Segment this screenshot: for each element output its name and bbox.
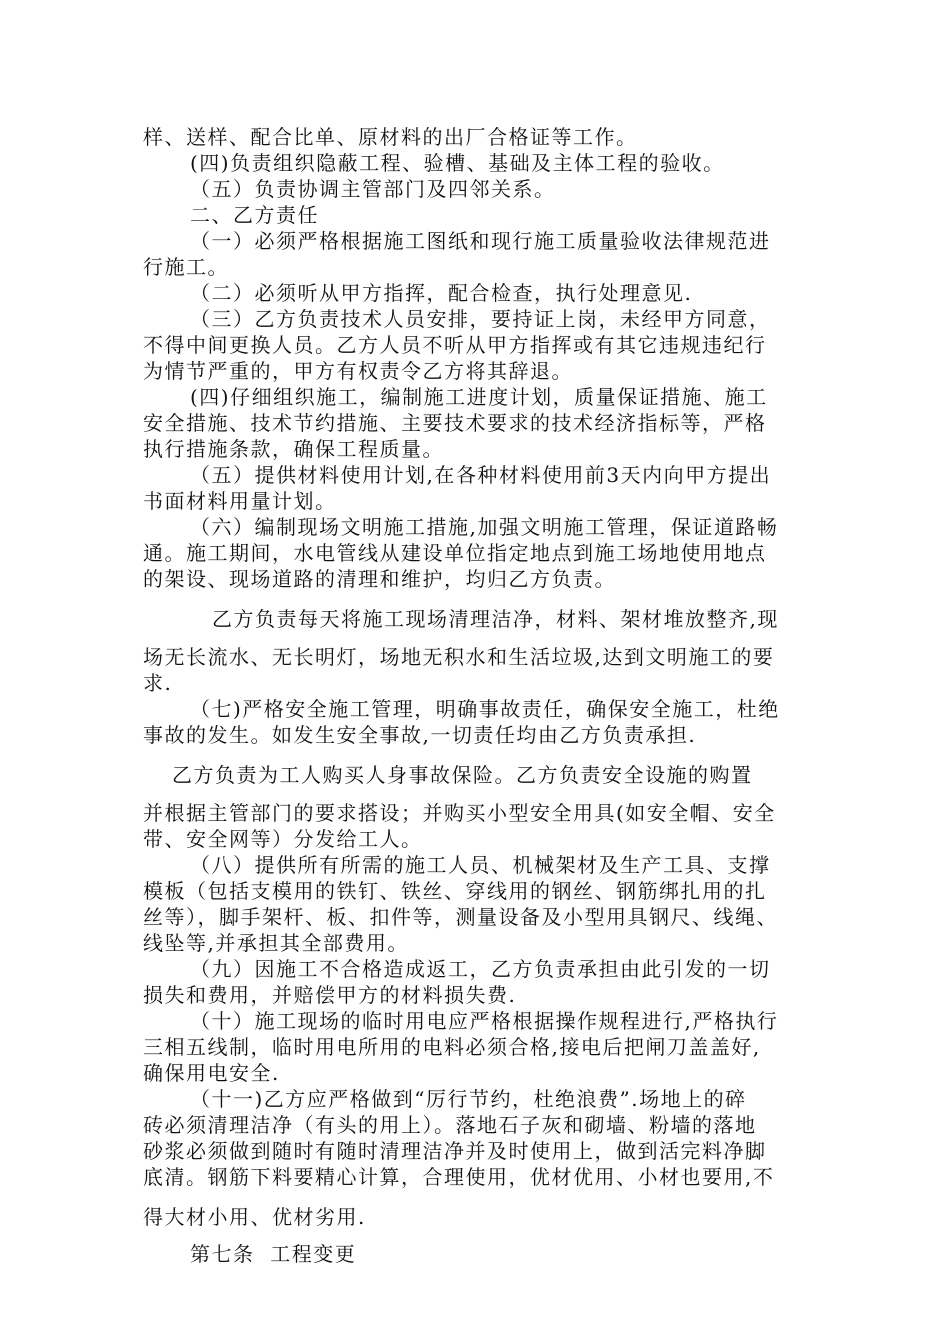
text-line: （三）乙方负责技术人员安排，要持证上岗，未经甲方同意， xyxy=(190,307,771,331)
text-line: （十一)乙方应严格做到“厉行节约，杜绝浪费”.场地上的碎 xyxy=(190,1087,747,1111)
text-line: （九）因施工不合格造成返工，乙方负责承担由此引发的一切 xyxy=(190,957,771,981)
text-line: 乙方负责为工人购买人身事故保险。乙方负责安全设施的购置 xyxy=(172,763,753,787)
text-line: （五）负责协调主管部门及四邻关系。 xyxy=(190,177,556,201)
text-line: 求. xyxy=(143,671,173,695)
text-line: 书面材料用量计划。 xyxy=(143,489,337,513)
text-line: （七)严格安全施工管理，明确事故责任，确保安全施工，杜绝 xyxy=(190,697,780,721)
text-line: (四)负责组织隐蔽工程、验槽、基础及主体工程的验收。 xyxy=(190,151,725,175)
text-line: 线坠等,并承担其全部费用。 xyxy=(143,931,409,955)
text-line: 为情节严重的，甲方有权责令乙方将其辞退。 xyxy=(143,359,573,383)
text-line: 安全措施、技术节约措施、主要技术要求的技术经济指标等，严格 xyxy=(143,411,767,435)
text-line: （六）编制现场文明施工措施,加强文明施工管理，保证道路畅 xyxy=(190,515,779,539)
text-line: 乙方负责每天将施工现场清理洁净，材料、架材堆放整齐,现 xyxy=(212,607,779,631)
text-line: （五）提供材料使用计划,在各种材料使用前3天内向甲方提出 xyxy=(190,463,772,487)
text-line: （二）必须听从甲方指挥，配合检查，执行处理意见. xyxy=(190,281,693,305)
text-line: 的架设、现场道路的清理和维护，均归乙方负责。 xyxy=(143,567,616,591)
section-heading: 二、乙方责任 xyxy=(190,203,319,227)
text-line: 三相五线制，临时用电所用的电料必须合格,接电后把闸刀盖盖好, xyxy=(143,1035,761,1059)
text-line: 通。施工期间，水电管线从建设单位指定地点到施工场地使用地点 xyxy=(143,541,767,565)
text-line: 场无长流水、无长明灯，场地无积水和生活垃圾,达到文明施工的要 xyxy=(143,645,775,669)
text-line: 带、安全网等）分发给工人。 xyxy=(143,827,423,851)
text-line: 底清。钢筋下料要精心计算，合理使用，优材优用、小材也要用,不 xyxy=(143,1165,775,1189)
text-line: 行施工。 xyxy=(143,255,229,279)
text-line: 模板（包括支模用的铁钉、铁丝、穿线用的钢丝、钢筋绑扎用的扎 xyxy=(143,879,767,903)
text-line: (四)仔细组织施工，编制施工进度计划，质量保证措施、施工 xyxy=(190,385,768,409)
text-line: 得大材小用、优材劣用. xyxy=(143,1205,366,1229)
text-line: 确保用电安全. xyxy=(143,1061,280,1085)
text-line: 事故的发生。如发生安全事故,一切责任均由乙方负责承担. xyxy=(143,723,697,747)
text-line: 损失和费用，并赔偿甲方的材料损失费. xyxy=(143,983,517,1007)
text-line: 执行措施条款，确保工程质量。 xyxy=(143,437,444,461)
text-line: 不得中间更换人员。乙方人员不听从甲方指挥或有其它违规违纪行 xyxy=(143,333,767,357)
text-line: 丝等），脚手架杆、板、扣件等，测量设备及小型用具钢尺、线绳、 xyxy=(143,905,778,929)
text-line: 样、送样、配合比单、原材料的出厂合格证等工作。 xyxy=(143,125,638,149)
text-line: （一）必须严格根据施工图纸和现行施工质量验收法律规范进 xyxy=(190,229,771,253)
text-line: （十）施工现场的临时用电应严格根据操作规程进行,严格执行 xyxy=(190,1009,779,1033)
article-heading: 第七条 工程变更 xyxy=(190,1242,357,1266)
text-line: 砖必须清理洁净（有头的用上）。落地石子灰和砌墙、粉墙的落地 xyxy=(143,1113,757,1137)
text-line: 并根据主管部门的要求搭设；并购买小型安全用具(如安全帽、安全 xyxy=(143,801,776,825)
text-line: 砂浆必须做到随时有随时清理洁净并及时使用上，做到活完料净脚 xyxy=(143,1139,767,1163)
text-line: （八）提供所有所需的施工人员、机械架材及生产工具、支撑 xyxy=(190,853,771,877)
